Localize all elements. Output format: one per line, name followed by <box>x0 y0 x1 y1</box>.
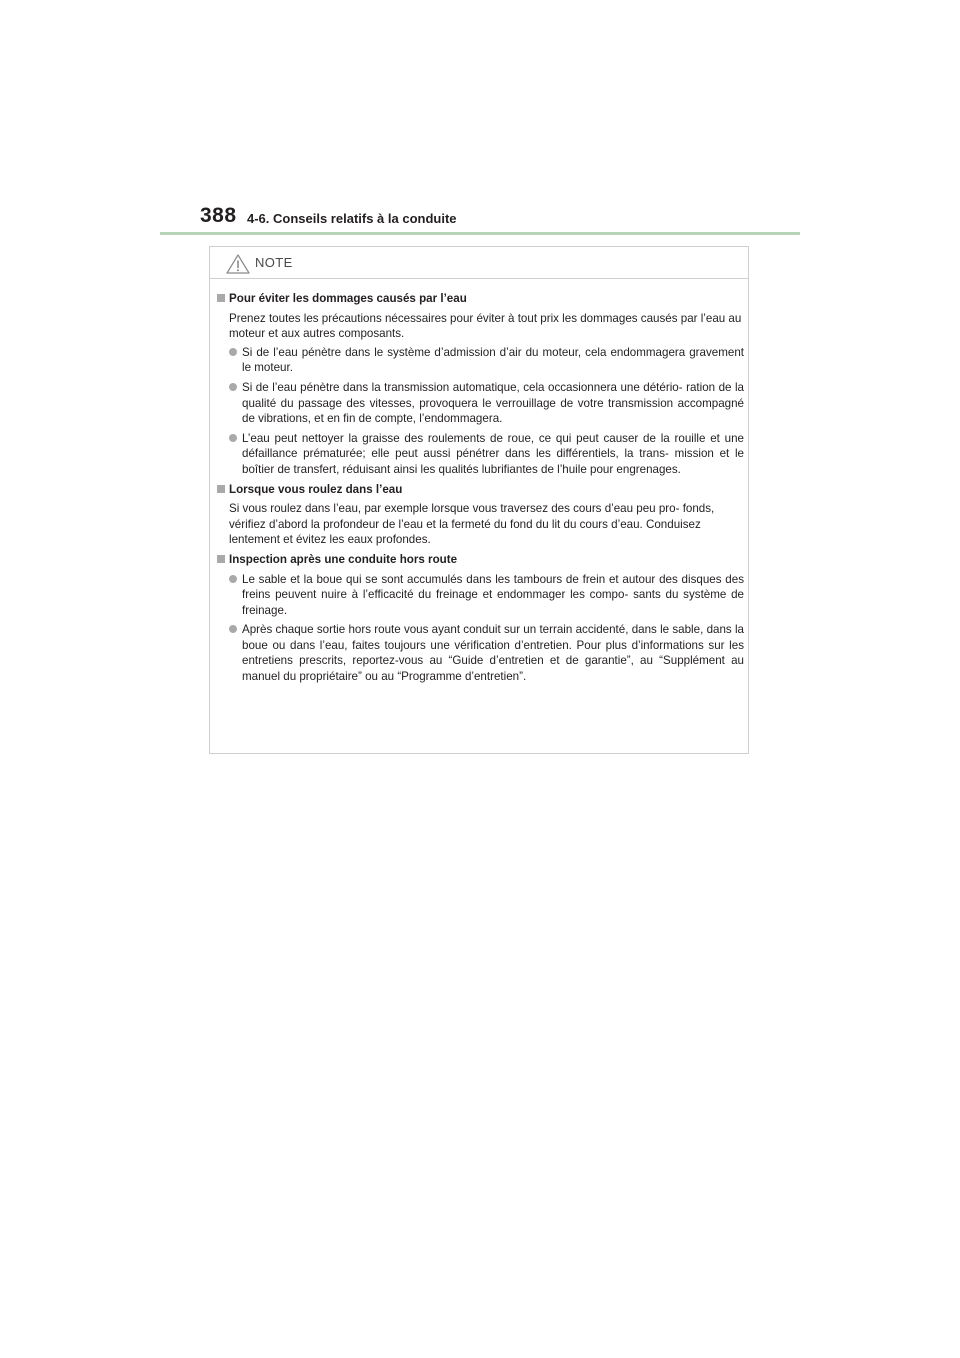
header-rule <box>160 232 800 235</box>
bullet-item: L’eau peut nettoyer la graisse des roulements de roue, ce qui peut causer de la rouille et une défaillance prématurée; elle peut aussi pénétrer dans les différentiels, la trans- mission et le boîtier de transfert, réduisant ainsi les qualités lubrifiantes de l’huile pour engrenages. <box>229 431 744 478</box>
square-bullet-icon <box>217 294 225 302</box>
circle-bullet-icon <box>229 625 237 633</box>
note-box <box>209 246 749 754</box>
topic-heading: Inspection après une conduite hors route <box>229 552 458 566</box>
topic-driving-in-water <box>216 482 744 548</box>
square-bullet-icon <box>217 485 225 493</box>
circle-bullet-icon <box>229 383 237 391</box>
topic-water-damage <box>216 291 744 478</box>
note-body <box>216 291 744 689</box>
topic-heading: Pour éviter les dommages causés par l’eau <box>229 292 467 305</box>
bullet-item: Si de l’eau pénètre dans le système d’admission d’air du moteur, cela endommagera gravement le moteur. <box>229 345 744 376</box>
circle-bullet-icon <box>229 434 237 442</box>
note-label: NOTE <box>255 255 293 270</box>
warning-triangle-icon <box>226 254 250 274</box>
circle-bullet-icon <box>229 348 237 356</box>
bullet-item: Si de l’eau pénètre dans la transmission automatique, cela occasionnera une détério- ration de la qualité du passage des vitesses, provoquera le verrouillage de votre transmission accompagné de vibrations, et en fin de compte, l’endommagera. <box>229 380 744 427</box>
page-header <box>160 200 800 236</box>
page-number: 388 <box>200 204 237 227</box>
circle-bullet-icon <box>229 575 237 583</box>
square-bullet-icon <box>217 555 225 563</box>
topic-heading: Lorsque vous roulez dans l’eau <box>229 482 403 496</box>
topic-text: Prenez toutes les précautions nécessaires pour éviter à tout prix les dommages causés par l’eau au moteur et aux autres composants. <box>229 311 742 341</box>
section-title: 4-6. Conseils relatifs à la conduite <box>247 211 457 226</box>
note-header <box>210 247 748 279</box>
topic-offroad-inspection <box>216 552 744 685</box>
topic-text: Si vous roulez dans l’eau, par exemple lorsque vous traversez des cours d’eau peu pro- fonds, vérifiez d’abord la profondeur de l’eau et la fermeté du fond du lit du cours d’eau. Conduisez lentement et évitez les eaux profondes. <box>229 502 715 547</box>
bullet-item: Après chaque sortie hors route vous ayant conduit sur un terrain accidenté, dans le sable, dans la boue ou dans l’eau, faites toujours une vérification d’entretien. Pour plus d’informations sur les entretiens prescrits, reportez-vous au “Guide d’entretien et de garantie”, au “Supplément au manuel du propriétaire” ou au “Programme d’entretien”. <box>229 622 744 684</box>
bullet-item: Le sable et la boue qui se sont accumulés dans les tambours de frein et autour des disques des freins peuvent nuire à l’efficacité du freinage et endommager les compo- sants du système de freinage. <box>229 572 744 619</box>
